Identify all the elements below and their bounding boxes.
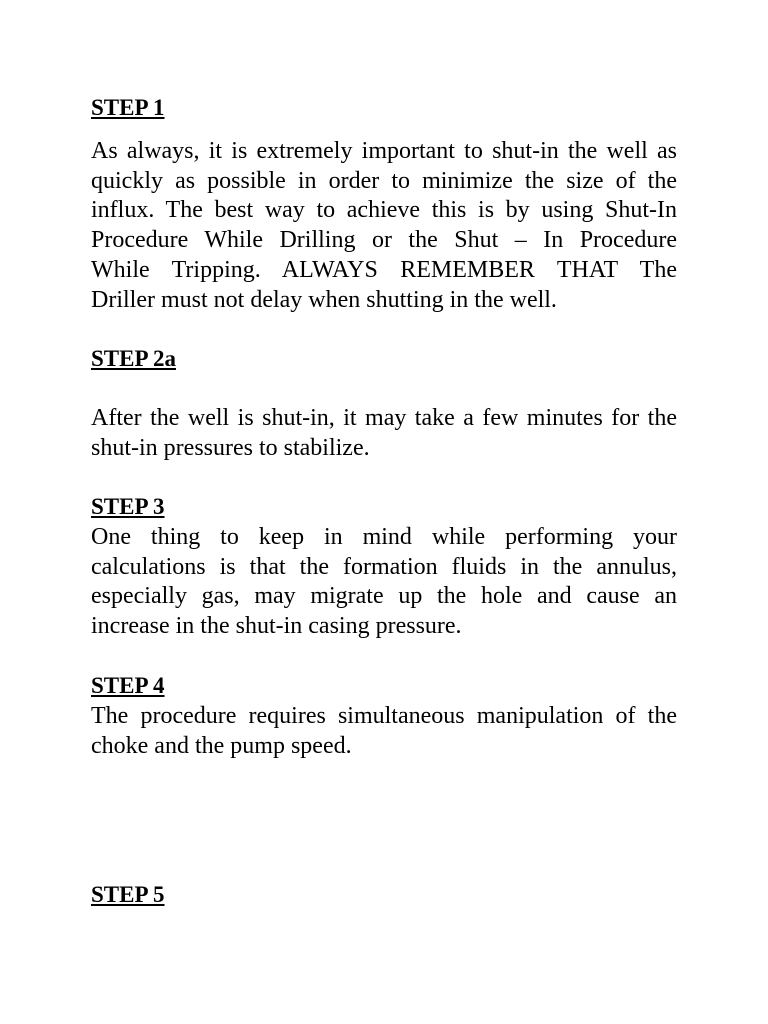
step-1-line: Procedure While Drilling or the Shut – In Procedure (91, 227, 677, 254)
step-2a-line: After the well is shut-in, it may take a few minutes for the (91, 405, 677, 431)
step-3-line: One thing to keep in mind while performing your (91, 524, 677, 550)
step-4-heading: STEP 4 (91, 673, 165, 698)
step-3-paragraph (91, 523, 677, 642)
step-2a-heading: STEP 2a (91, 346, 177, 371)
step-5-heading: STEP 5 (91, 882, 165, 907)
step-1-line: influx. The best way to achieve this is by using Shut-In (91, 197, 677, 224)
step-2a-line: shut-in pressures to stabilize. (91, 434, 370, 461)
step-1-line: quickly as possible in order to minimize the size of the (91, 167, 677, 194)
step-4-line: The procedure requires simultaneous manipulation of the (91, 703, 677, 729)
step-4-line: choke and the pump speed. (91, 732, 352, 759)
step-3-line: especially gas, may migrate up the hole and cause an (91, 583, 677, 610)
step-2a-paragraph (91, 404, 677, 463)
step-3-line: calculations is that the formation fluids in the annulus, (91, 553, 677, 580)
step-4-paragraph (91, 702, 677, 761)
step-3-heading: STEP 3 (91, 494, 165, 519)
step-3-line: increase in the shut-in casing pressure. (91, 613, 462, 640)
step-1-heading: STEP 1 (91, 95, 165, 120)
step-1-line: Driller must not delay when shutting in the well. (91, 286, 557, 313)
step-1-line: While Tripping. ALWAYS REMEMBER THAT The (91, 256, 677, 283)
step-1-line: As always, it is extremely important to shut-in the well as (91, 138, 677, 164)
step-1-paragraph (91, 137, 677, 315)
